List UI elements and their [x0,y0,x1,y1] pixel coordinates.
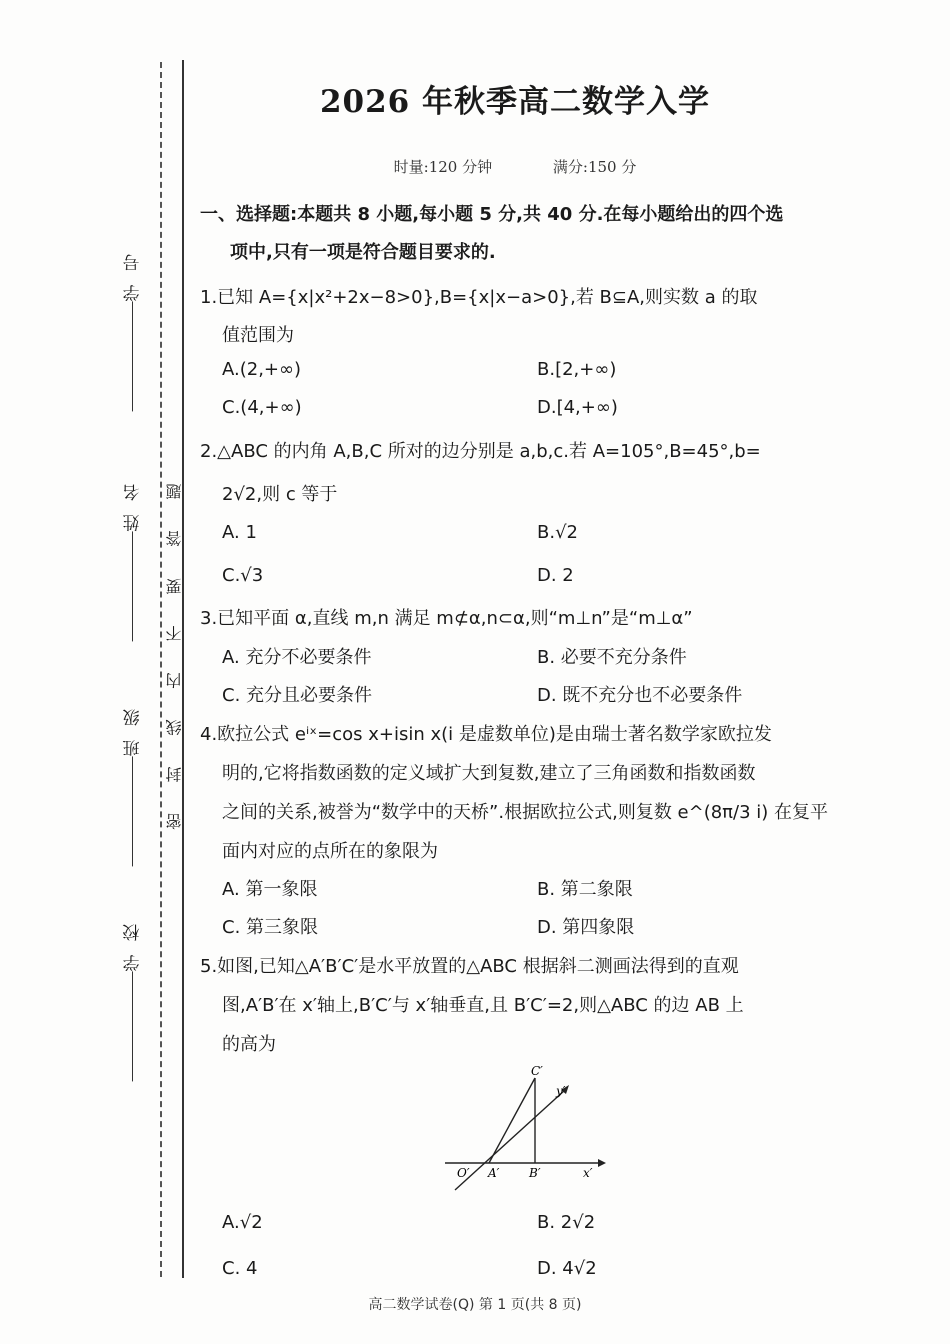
notice-char: 答 [165,531,184,548]
school-field[interactable] [118,920,148,1087]
label-a: A′ [488,1166,500,1180]
q1-stem: 1.已知 A={x|x²+2x−8>0},B={x|x−a>0},若 B⊆A,则实数 a 的取 [200,287,758,308]
name-field[interactable] [118,480,148,647]
q5-option-d[interactable]: D. 4√2 [537,1258,597,1279]
notice-char: 不 [165,625,184,642]
notice-char: 密 [165,813,184,830]
class-field[interactable] [118,705,148,872]
q1-option-a[interactable]: A.(2,+∞) [222,359,302,380]
q5-option-b[interactable]: B. 2√2 [537,1212,596,1233]
full-score: 满分:150 分 [552,158,637,176]
seal-notice [163,458,183,830]
student-id-underline [133,301,134,411]
q1-option-b[interactable]: B.[2,+∞) [537,359,617,380]
class-label: 班 级 [123,705,144,757]
page-footer: 高二数学试卷(Q) 第 1 页(共 8 页) [368,1297,582,1313]
q3-stem: 3.已知平面 α,直线 m,n 满足 m⊄α,n⊂α,则“m⊥n”是“m⊥α” [200,608,693,629]
q1-option-d[interactable]: D.[4,+∞) [537,397,618,418]
q2-option-a[interactable]: A. 1 [222,522,257,543]
exam-meta [200,156,830,177]
school-label: 学 校 [123,920,144,972]
q4-option-c[interactable]: C. 第三象限 [222,917,319,938]
oblique-projection-figure [443,1063,613,1193]
q5-stem: 图,A′B′在 x′轴上,B′C′与 x′轴垂直,且 B′C′=2,则△ABC 的边 AB 上 [222,995,744,1016]
q4-stem: 明的,它将指数函数的定义域扩大到复数,建立了三角函数和指数函数 [222,763,756,784]
class-underline [133,756,134,866]
section-heading-line1: 一、选择题:本题共 8 小题,每小题 5 分,共 40 分.在每小题给出的四个选 [200,204,784,225]
label-y: y′ [556,1084,566,1098]
label-b: B′ [529,1166,541,1180]
name-underline [133,531,134,641]
q3-option-a[interactable]: A. 充分不必要条件 [222,647,372,668]
notice-char: 内 [165,672,184,689]
q2-stem: 2√2,则 c 等于 [222,484,338,505]
notice-char: 封 [165,766,184,783]
q2-option-d[interactable]: D. 2 [537,565,574,586]
q1-stem: 值范围为 [222,325,294,346]
time-limit: 时量:120 分钟 [393,158,493,176]
y-axis [455,1090,565,1190]
x-axis-arrow [598,1159,606,1167]
q1-option-c[interactable]: C.(4,+∞) [222,397,302,418]
q4-stem: 之间的关系,被誉为“数学中的天桥”.根据欧拉公式,则复数 e^(8π/3 i) 在复平 [222,802,828,823]
q5-stem: 的高为 [222,1034,276,1055]
q4-stem: 4.欧拉公式 eⁱˣ=cos x+isin x(i 是虚数单位)是由瑞士著名数学家欧拉发 [200,724,772,745]
q3-option-c[interactable]: C. 充分且必要条件 [222,685,373,706]
notice-char: 线 [165,719,184,736]
notice-char: 题 [165,484,184,500]
q4-option-b[interactable]: B. 第二象限 [537,879,633,900]
student-id-field[interactable] [118,250,148,417]
segment-a-c [489,1078,535,1163]
section-heading [200,196,830,272]
q2-option-b[interactable]: B.√2 [537,522,578,543]
q2-option-c[interactable]: C.√3 [222,565,264,586]
q3-option-d[interactable]: D. 既不充分也不必要条件 [537,685,743,706]
section-heading-line2: 项中,只有一项是符合题目要求的. [230,242,496,263]
label-c: C′ [531,1064,543,1078]
q3-option-b[interactable]: B. 必要不充分条件 [537,647,687,668]
exam-title: 2026 年秋季高二数学入学 [319,84,711,120]
q5-option-a[interactable]: A.√2 [222,1212,263,1233]
label-x: x′ [583,1166,593,1180]
notice-char: 要 [165,578,184,595]
q5-option-c[interactable]: C. 4 [222,1258,258,1279]
student-id-label: 学 号 [123,250,144,302]
q4-option-d[interactable]: D. 第四象限 [537,917,635,938]
q2-stem: 2.△ABC 的内角 A,B,C 所对的边分别是 a,b,c.若 A=105°,B=45°,b= [200,441,761,462]
q4-stem: 面内对应的点所在的象限为 [222,841,438,862]
q5-stem: 5.如图,已知△A′B′C′是水平放置的△ABC 根据斜二测画法得到的直观 [200,956,739,977]
name-label: 姓 名 [123,480,144,532]
q4-option-a[interactable]: A. 第一象限 [222,879,318,900]
label-o: O′ [457,1166,470,1180]
seal-dashed-line [160,62,162,1277]
school-underline [133,971,134,1081]
